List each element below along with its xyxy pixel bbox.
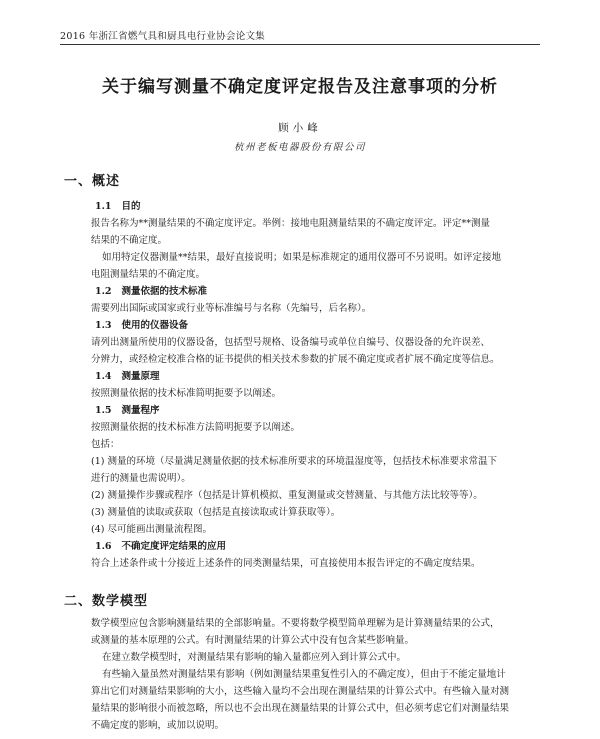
body-line: 不确定度的影响，或加以说明。 — [91, 720, 225, 731]
subsection-number: 1.5 — [95, 405, 112, 416]
running-header: 2016 年浙江省燃气具和厨具电行业协会论文集 — [60, 31, 266, 42]
paper-title: 关于编写测量不确定度评定报告及注意事项的分析 — [102, 77, 498, 97]
body-line: (2) 测量操作步骤或程序（包括是计算机模拟、重复测量或交替测量、与其他方法比较等等）。 — [91, 490, 483, 501]
subsection-number: 1.2 — [95, 286, 112, 297]
subsection-number: 1.3 — [95, 320, 112, 331]
body-line: 或测量的基本原理的公式。有时测量结果的计算公式中没有包含某些影响量。 — [91, 635, 415, 646]
body-line: 进行的测量也需说明）。 — [91, 473, 191, 484]
body-line: (4) 尽可能画出测量流程图。 — [91, 524, 212, 535]
body-line: 电阻测量结果的不确定度。 — [91, 269, 206, 280]
body-line: 符合上述条件或十分接近上述条件的同类测量结果，可直接使用本报告评定的不确定度结果。 — [91, 558, 481, 569]
subsection-1-3 — [95, 317, 188, 331]
body-line: 按照测量依据的技术标准简明扼要予以阐述。 — [91, 388, 282, 399]
subsection-1-2 — [95, 283, 207, 297]
subsection-number: 1.1 — [95, 201, 112, 212]
subsection-title: 测量原理 — [121, 371, 160, 382]
subsection-1-5 — [95, 402, 160, 416]
body-line: 如用特定仪器测量**结果，最好直接说明；如果是标准规定的通用仪器可不另说明。如评定接地 — [102, 252, 502, 263]
subsection-1-6 — [95, 538, 226, 552]
subsection-1-1 — [95, 198, 141, 212]
subsection-title: 测量程序 — [121, 405, 160, 416]
subsection-1-4 — [95, 368, 160, 382]
body-line: 量结果的影响很小而被忽略，所以也不会出现在测量结果的计算公式中，但必须考虑它们对测量结果 — [91, 703, 510, 714]
author-affiliation: 杭州老板电器股份有限公司 — [233, 142, 366, 153]
body-line: (3) 测量值的读取或获取（包括是直接读取或计算获取等）。 — [91, 507, 341, 518]
body-line: 按照测量依据的技术标准方法简明扼要予以阐述。 — [91, 422, 301, 433]
subsection-number: 1.6 — [95, 541, 112, 552]
body-line: 数学模型应包含影响测量结果的全部影响量。不要将数学模型简单理解为是计算测量结果的公式， — [91, 618, 500, 629]
subsection-title: 目的 — [121, 201, 141, 212]
body-line: 报告名称为**测量结果的不确定度评定。举例：接地电阻测量结果的不确定度评定。评定**测量 — [91, 218, 491, 229]
body-line: 需要列出国际或国家或行业等标准编号与名称（先编号，后名称）。 — [91, 303, 372, 314]
body-line: 结果的不确定度。 — [91, 235, 168, 246]
body-line: 有些输入量虽然对测量结果有影响（例如测量结果重复性引入的不确定度），但由于不能定量地计 — [102, 669, 506, 680]
body-line: 在建立数学模型时，对测量结果有影响的输入量都应列入到计算公式中。 — [102, 652, 407, 663]
author-name: 顾小峰 — [278, 122, 322, 134]
subsection-number: 1.4 — [95, 371, 112, 382]
section-heading-math-model: 二、数学模型 — [64, 594, 149, 609]
body-line: 算出它们对测量结果影响的大小，这些输入量均不会出现在测量结果的计算公式中。有些输入量对测 — [91, 686, 510, 697]
subsection-title: 不确定度评定结果的应用 — [121, 541, 227, 552]
body-line: (1) 测量的环境（尽量满足测量依据的技术标准所要求的环境温湿度等，包括技术标准要求常温下 — [91, 456, 497, 467]
body-line: 分辨力，或经检定校准合格的证书提供的相关技术参数的扩展不确定度或者扩展不确定度等信息。 — [91, 354, 500, 365]
subsection-title: 使用的仪器设备 — [121, 320, 189, 331]
body-line: 请列出测量所使用的仪器设备，包括型号规格、设备编号或单位自编号、仪器设备的允许误差、 — [91, 337, 491, 348]
subsection-title: 测量依据的技术标准 — [121, 286, 208, 297]
section-heading-overview: 一、概述 — [64, 174, 121, 189]
body-line: 包括： — [91, 439, 120, 450]
header-rule — [60, 44, 540, 45]
